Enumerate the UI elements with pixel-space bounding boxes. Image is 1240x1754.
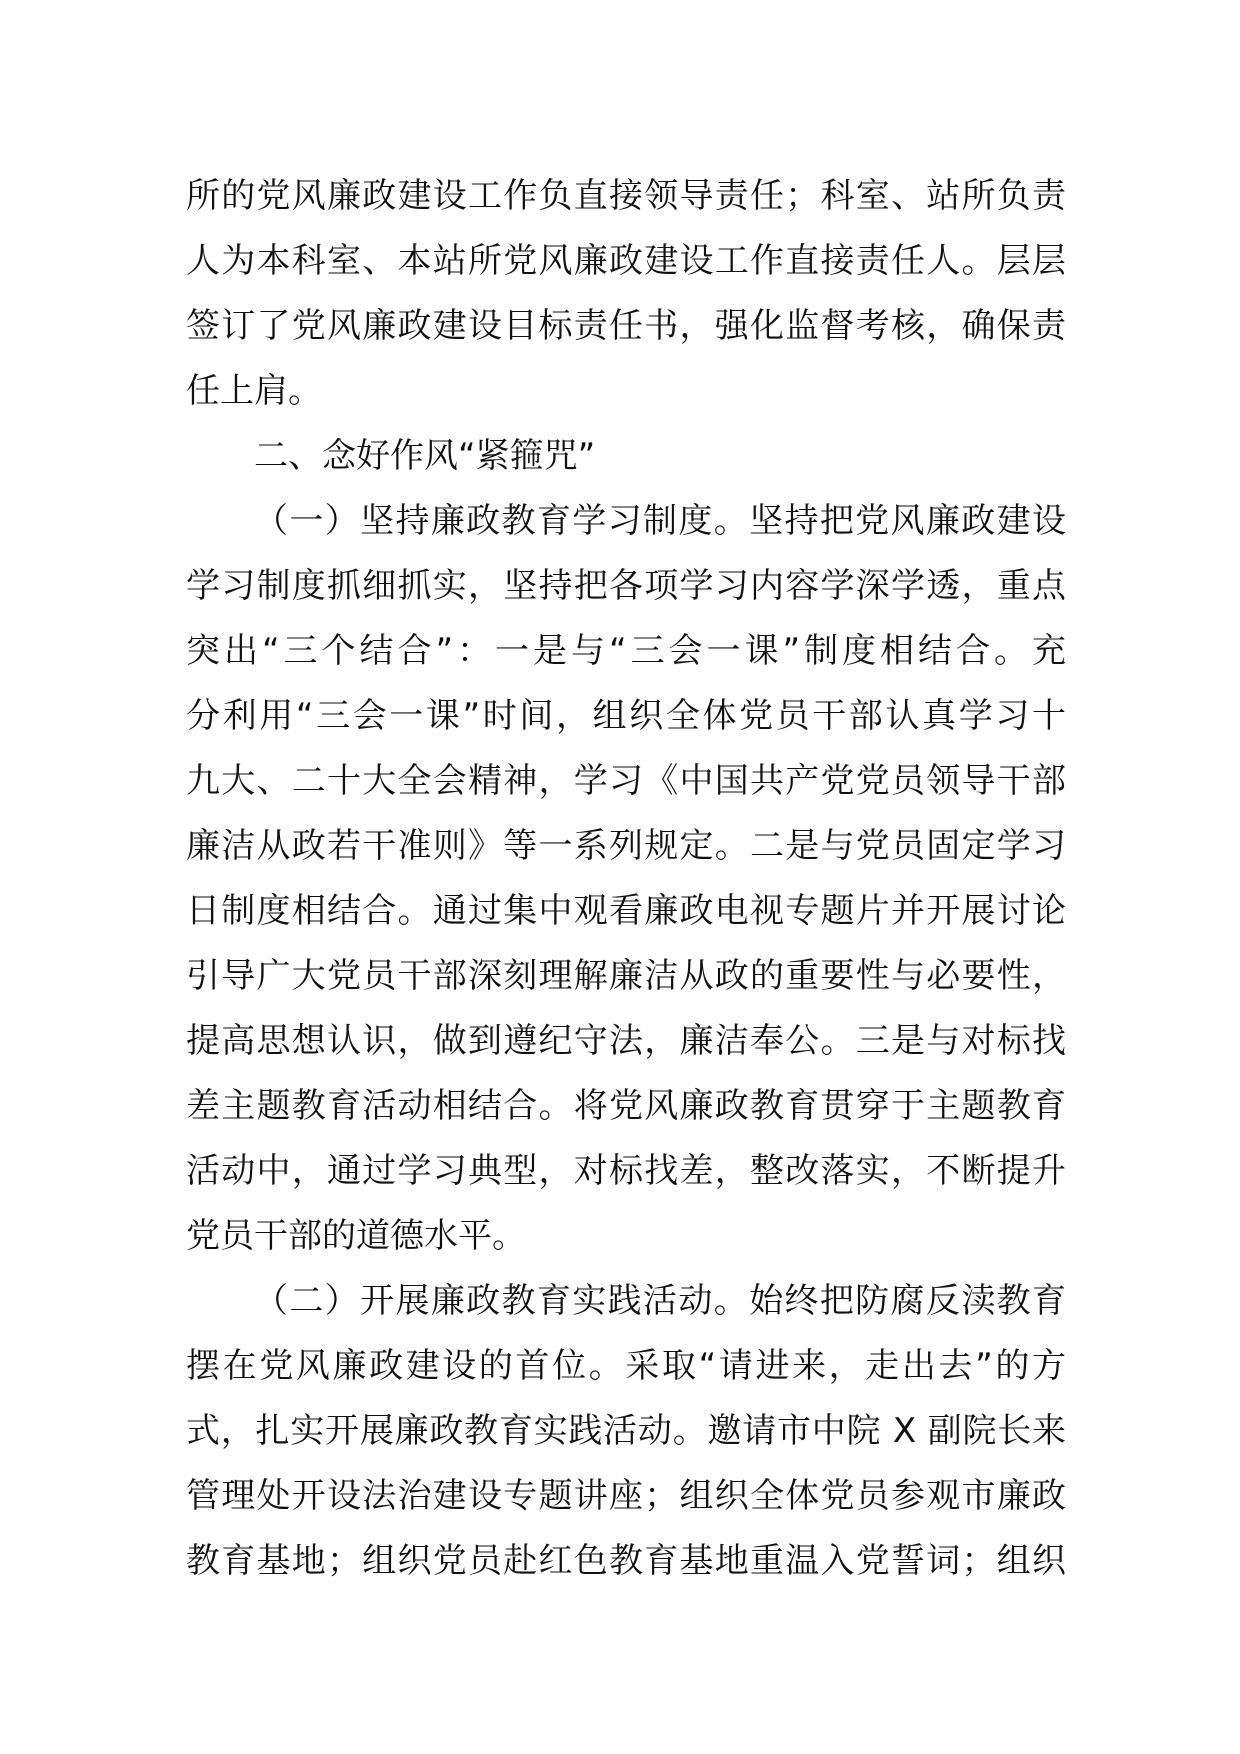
body-line: 人为本科室、本站所党风廉政建设工作直接责任人。层层 xyxy=(186,241,1066,281)
body-line: 引导广大党员干部深刻理解廉洁从政的重要性与必要性， xyxy=(186,956,1066,996)
body-line: 管理处开设法治建设专题讲座；组织全体党员参观市廉政 xyxy=(186,1476,1066,1516)
paragraph-start-line: （二）开展廉政教育实践活动。始终把防腐反渎教育 xyxy=(254,1281,1066,1321)
body-line: 活动中，通过学习典型，对标找差，整改落实，不断提升 xyxy=(186,1151,1066,1191)
body-line: 学习制度抓细抓实，坚持把各项学习内容学深学透，重点 xyxy=(186,566,1066,606)
document-body xyxy=(186,164,1066,1594)
body-line: 式，扎实开展廉政教育实践活动。邀请市中院 X 副院长来 xyxy=(186,1411,1066,1451)
body-line: 教育基地；组织党员赴红色教育基地重温入党誓词；组织 xyxy=(186,1541,1066,1581)
section-heading: 二、念好作风“紧箍咒” xyxy=(254,436,596,476)
body-line: 日制度相结合。通过集中观看廉政电视专题片并开展讨论 xyxy=(186,891,1066,931)
body-line: 提高思想认识，做到遵纪守法，廉洁奉公。三是与对标找 xyxy=(186,1021,1066,1061)
body-line: 突出“三个结合”：一是与“三会一课”制度相结合。充 xyxy=(186,631,1066,671)
body-line: 任上肩。 xyxy=(186,371,322,411)
body-line: 所的党风廉政建设工作负直接领导责任；科室、站所负责 xyxy=(186,176,1066,216)
body-line: 党员干部的道德水平。 xyxy=(186,1216,526,1256)
body-line: 摆在党风廉政建设的首位。采取“请进来，走出去”的方 xyxy=(186,1346,1066,1386)
body-line: 廉洁从政若干准则》等一系列规定。二是与党员固定学习 xyxy=(186,826,1066,866)
body-line: 九大、二十大全会精神，学习《中国共产党党员领导干部 xyxy=(186,761,1066,801)
paragraph-start-line: （一）坚持廉政教育学习制度。坚持把党风廉政建设 xyxy=(254,501,1066,541)
body-line: 签订了党风廉政建设目标责任书，强化监督考核，确保责 xyxy=(186,306,1066,346)
body-line: 差主题教育活动相结合。将党风廉政教育贯穿于主题教育 xyxy=(186,1086,1066,1126)
body-line: 分利用“三会一课”时间，组织全体党员干部认真学习十 xyxy=(186,696,1066,736)
